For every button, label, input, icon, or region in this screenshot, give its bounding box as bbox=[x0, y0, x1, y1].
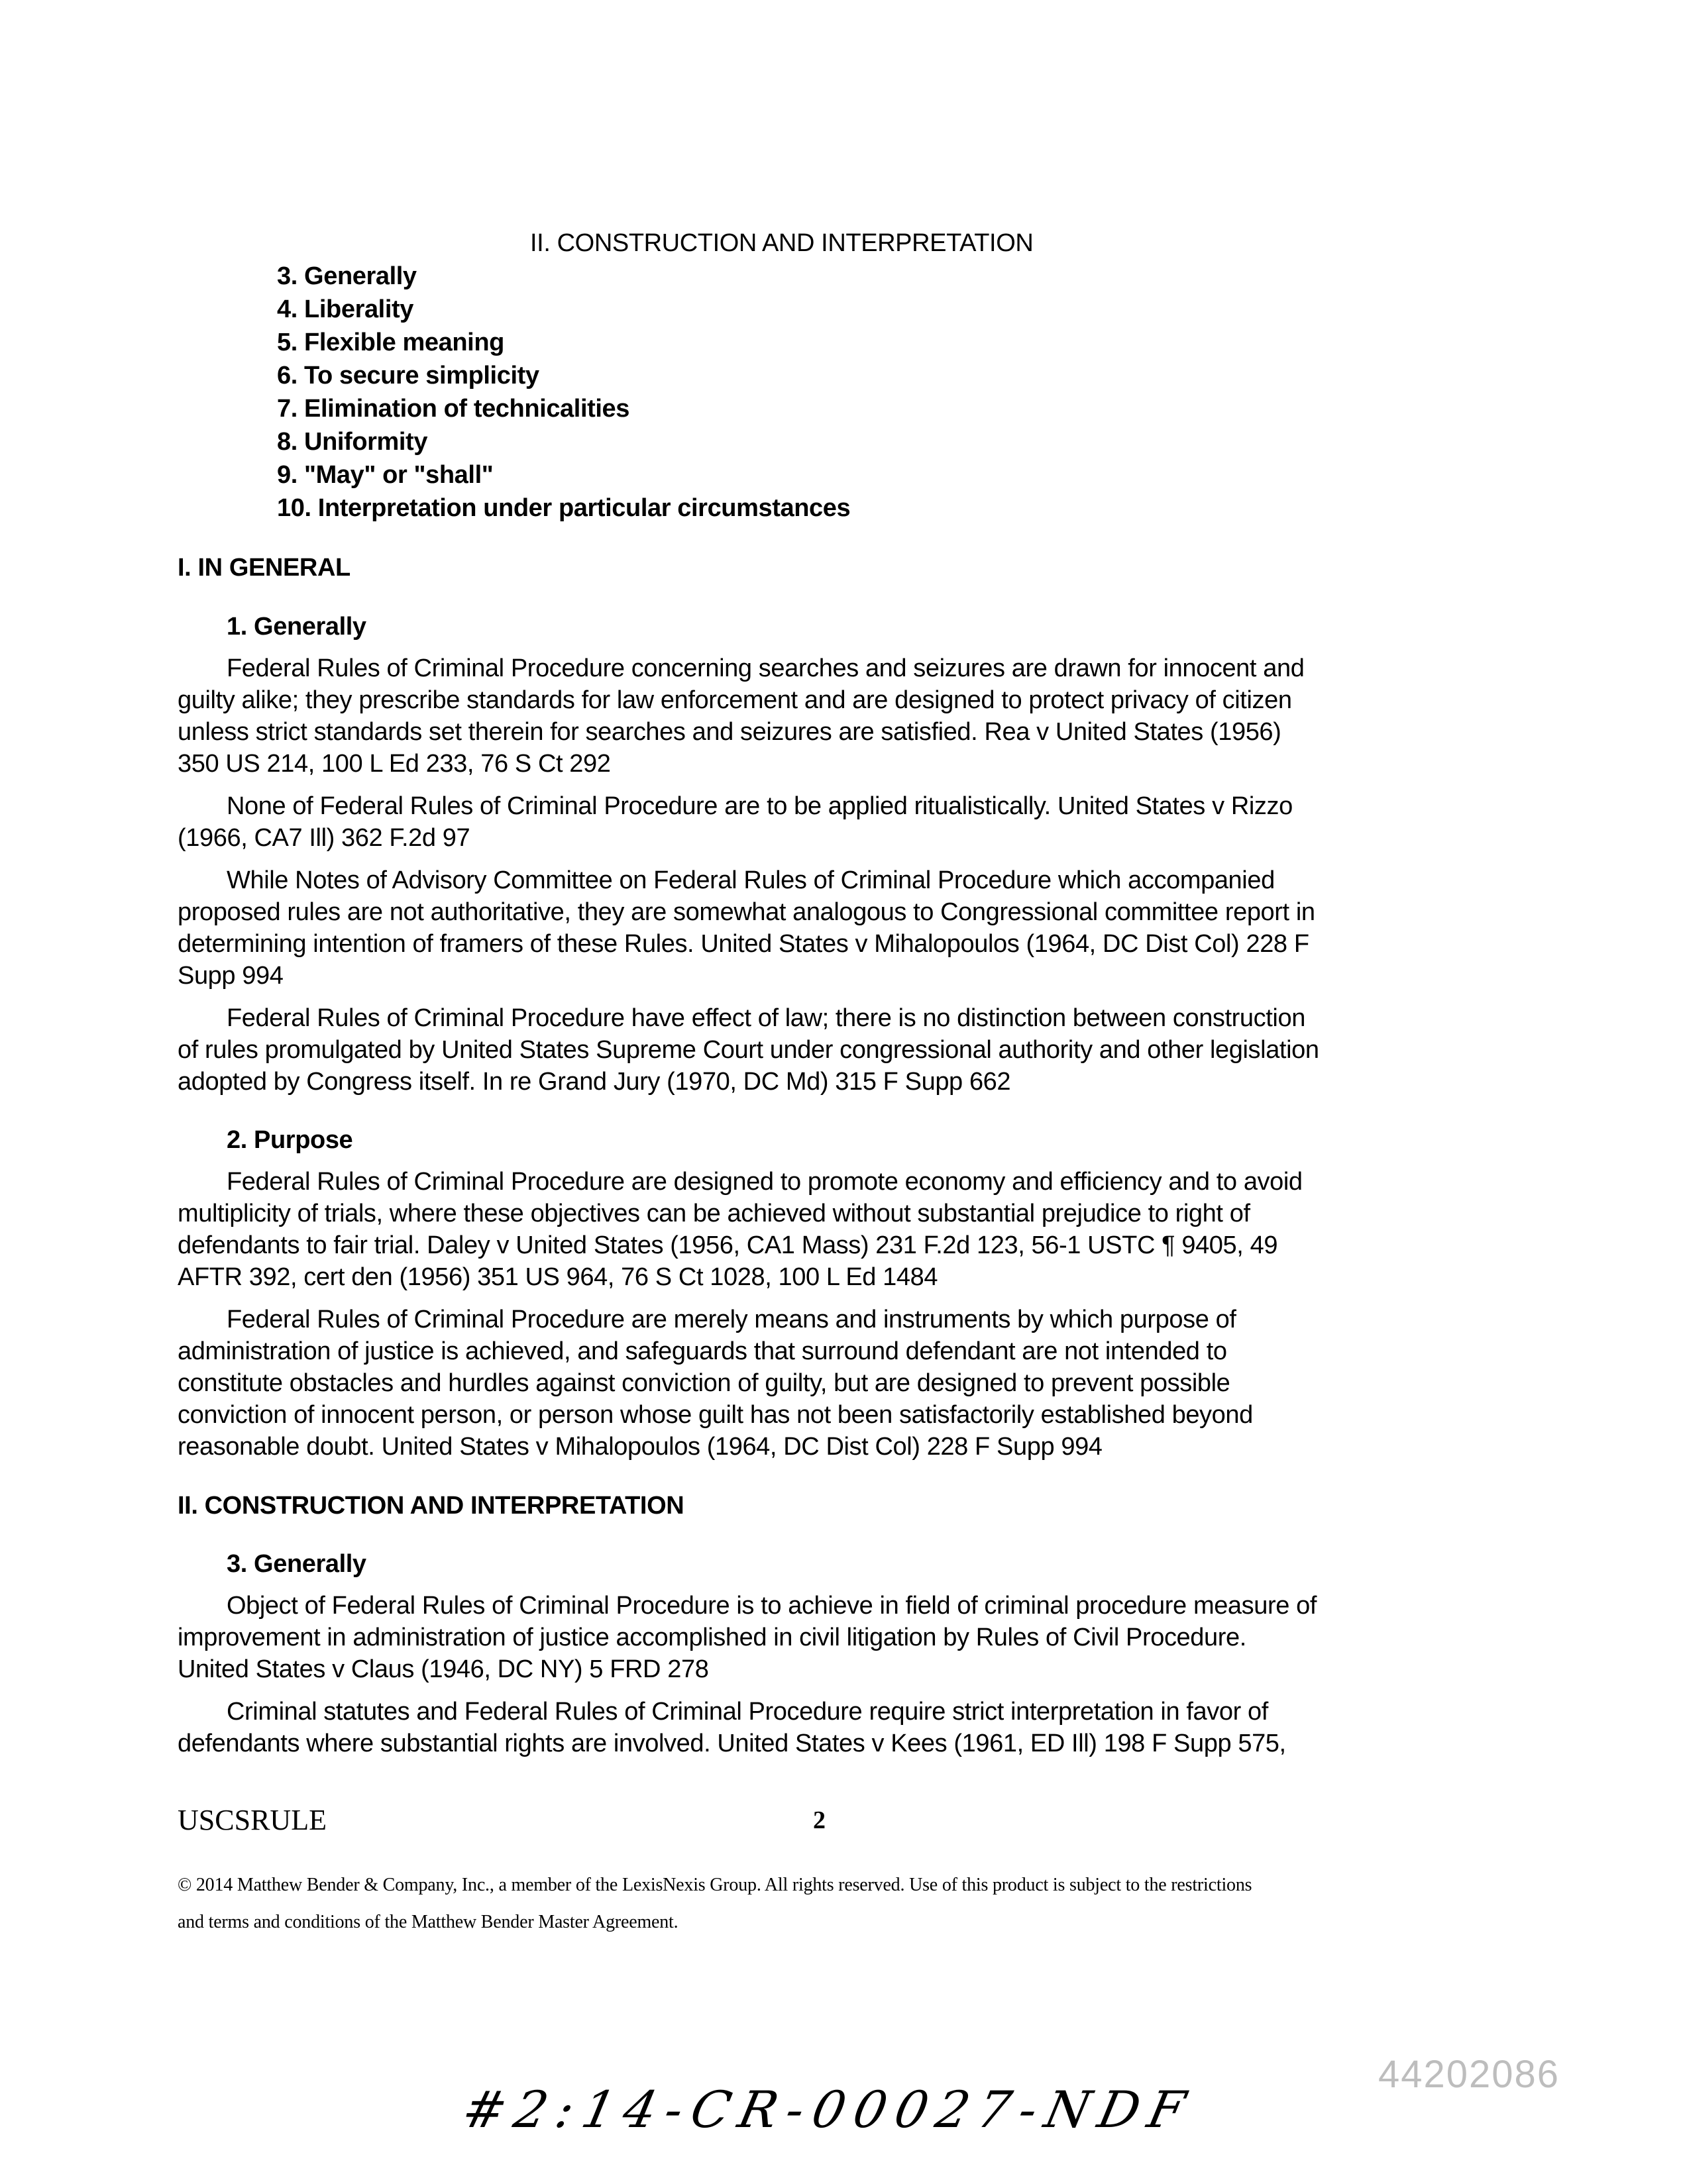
toc-item: 3. Generally bbox=[277, 262, 417, 290]
text-line: guilty alike; they prescribe standards for law enforcement and are designed to protect privacy of citizen bbox=[178, 686, 1292, 714]
text-line: improvement in administration of justice accomplished in civil litigation by Rules of Civil Procedure. bbox=[178, 1624, 1246, 1651]
text-line: conviction of innocent person, or person whose guilt has not been satisfactorily established beyond bbox=[178, 1401, 1253, 1429]
text-line: adopted by Congress itself. In re Grand Jury (1970, DC Md) 315 F Supp 662 bbox=[178, 1068, 1011, 1096]
bates-stamp: 44202086 bbox=[1378, 2053, 1560, 2096]
section-heading: I. IN GENERAL bbox=[178, 554, 351, 582]
footer-source: USCSRULE bbox=[178, 1804, 327, 1836]
text-line: proposed rules are not authoritative, they are somewhat analogous to Congressional committee report in bbox=[178, 898, 1315, 926]
text-line: While Notes of Advisory Committee on Federal Rules of Criminal Procedure which accompanied bbox=[227, 866, 1275, 894]
text-line: Federal Rules of Criminal Procedure have effect of law; there is no distinction between construction bbox=[227, 1004, 1305, 1032]
toc-item: 6. To secure simplicity bbox=[277, 362, 539, 390]
text-line: defendants to fair trial. Daley v United States (1956, CA1 Mass) 231 F.2d 123, 56-1 USTC ¶ 9405, 49 bbox=[178, 1231, 1278, 1259]
toc-item: 8. Uniformity bbox=[277, 428, 428, 456]
toc-heading: II. CONSTRUCTION AND INTERPRETATION bbox=[530, 229, 1034, 257]
handwritten-case-number: #2:14-CR-00027-NDF bbox=[457, 2080, 1200, 2139]
text-line: None of Federal Rules of Criminal Procedure are to be applied ritualistically. United States v Rizzo bbox=[227, 792, 1293, 820]
text-line: Federal Rules of Criminal Procedure concerning searches and seizures are drawn for innocent and bbox=[227, 654, 1305, 682]
text-line: Object of Federal Rules of Criminal Procedure is to achieve in field of criminal procedure measure of bbox=[227, 1592, 1317, 1620]
toc-item: 7. Elimination of technicalities bbox=[277, 395, 629, 423]
text-line: 350 US 214, 100 L Ed 233, 76 S Ct 292 bbox=[178, 750, 611, 778]
page-number: 2 bbox=[813, 1806, 826, 1834]
subsection-heading: 2. Purpose bbox=[227, 1126, 353, 1154]
subsection-heading: 3. Generally bbox=[227, 1550, 366, 1578]
toc-item: 9. "May" or "shall" bbox=[277, 461, 494, 489]
toc-item: 4. Liberality bbox=[277, 295, 413, 323]
text-line: reasonable doubt. United States v Mihalopoulos (1964, DC Dist Col) 228 F Supp 994 bbox=[178, 1433, 1103, 1461]
text-line: Criminal statutes and Federal Rules of Criminal Procedure require strict interpretation in favor of bbox=[227, 1698, 1268, 1726]
text-line: AFTR 392, cert den (1956) 351 US 964, 76 S Ct 1028, 100 L Ed 1484 bbox=[178, 1263, 938, 1291]
text-line: Supp 994 bbox=[178, 962, 284, 990]
text-line: United States v Claus (1946, DC NY) 5 FRD 278 bbox=[178, 1655, 709, 1683]
toc-item: 5. Flexible meaning bbox=[277, 329, 504, 356]
text-line: administration of justice is achieved, and safeguards that surround defendant are not intended to bbox=[178, 1337, 1227, 1365]
text-line: of rules promulgated by United States Supreme Court under congressional authority and other legislation bbox=[178, 1036, 1319, 1064]
section-heading: II. CONSTRUCTION AND INTERPRETATION bbox=[178, 1492, 684, 1520]
text-line: unless strict standards set therein for searches and seizures are satisfied. Rea v United States (1956) bbox=[178, 718, 1281, 746]
copyright-line: © 2014 Matthew Bender & Company, Inc., a member of the LexisNexis Group. All rights reserved. Use of this product is subject to the restrictions bbox=[178, 1875, 1252, 1895]
text-line: constitute obstacles and hurdles against conviction of guilty, but are designed to prevent possible bbox=[178, 1369, 1230, 1397]
text-line: Federal Rules of Criminal Procedure are designed to promote economy and efficiency and to avoid bbox=[227, 1168, 1303, 1196]
text-line: multiplicity of trials, where these objectives can be achieved without substantial prejudice to right of bbox=[178, 1200, 1250, 1227]
text-line: defendants where substantial rights are involved. United States v Kees (1961, ED Ill) 198 F Supp 575, bbox=[178, 1730, 1286, 1757]
text-line: Federal Rules of Criminal Procedure are merely means and instruments by which purpose of bbox=[227, 1306, 1236, 1333]
subsection-heading: 1. Generally bbox=[227, 613, 366, 641]
text-line: determining intention of framers of these Rules. United States v Mihalopoulos (1964, DC Dist Col) 228 F bbox=[178, 930, 1309, 958]
toc-item: 10. Interpretation under particular circumstances bbox=[277, 494, 851, 522]
text-line: (1966, CA7 Ill) 362 F.2d 97 bbox=[178, 824, 470, 852]
copyright-line: and terms and conditions of the Matthew Bender Master Agreement. bbox=[178, 1912, 678, 1932]
